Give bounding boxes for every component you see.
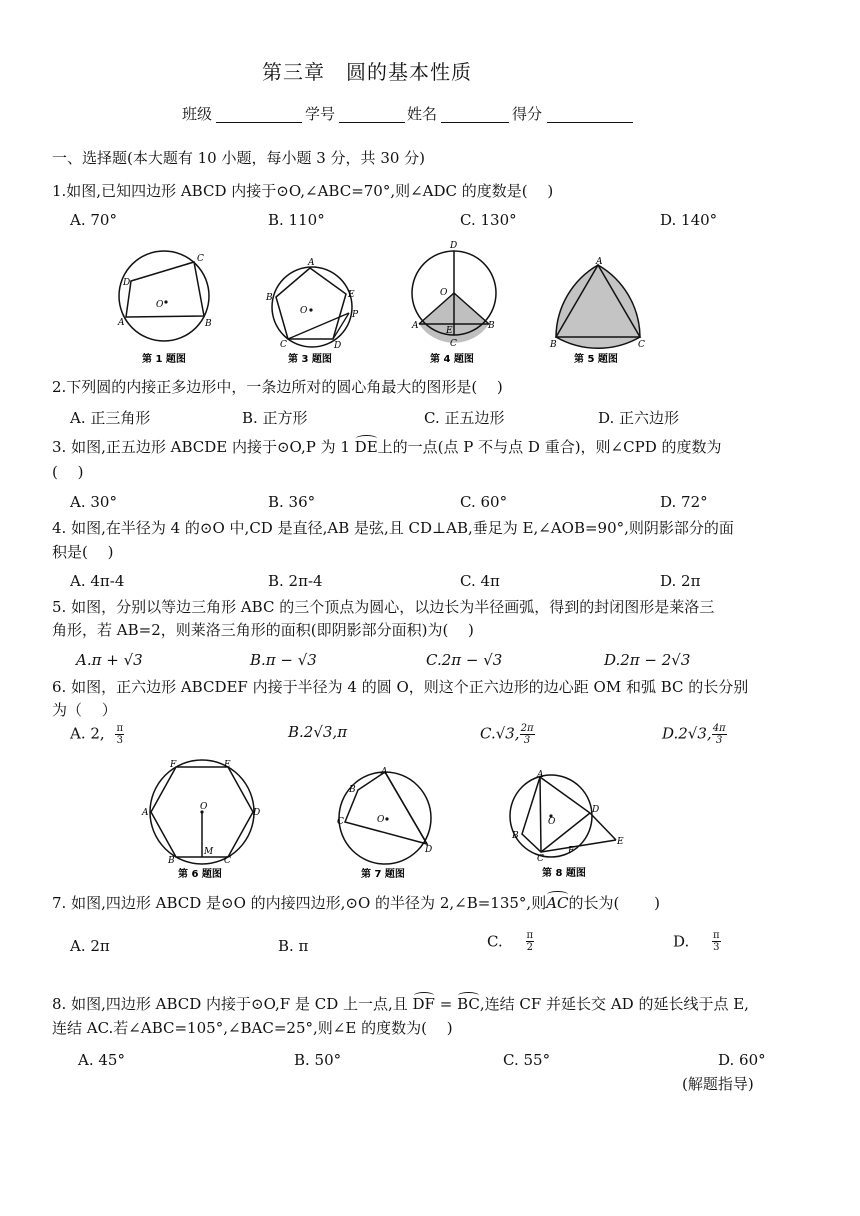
- figure-3-caption: 第 3 题图: [288, 354, 332, 365]
- question-5-stem: 5. 如图，分别以等边三角形 ABC 的三个顶点为圆心，以边长为半径画弧，得到的封闭图形是莱洛三: [52, 598, 715, 616]
- svg-text:E: E: [224, 760, 231, 770]
- figure-1-caption: 第 1 题图: [142, 354, 186, 365]
- q2-option-d[interactable]: D. 正六边形: [598, 409, 680, 427]
- class-field[interactable]: [216, 106, 302, 123]
- q7-option-c[interactable]: C. $\frac{\pi}{2}$: [487, 930, 534, 953]
- arc-de: DE: [354, 438, 378, 456]
- q1-option-a[interactable]: A. 70°: [70, 211, 117, 229]
- figure-8: [506, 768, 632, 881]
- svg-text:B: B: [550, 340, 557, 350]
- svg-text:A: A: [596, 257, 603, 267]
- label-d: D: [123, 278, 131, 288]
- q6-option-c[interactable]: C.√3, $\frac{2\pi}{3}$: [480, 723, 534, 746]
- question-8-stem-cont: 连结 AC.若∠ABC=105°,∠BAC=25°,则∠E 的度数为( ): [52, 1019, 453, 1037]
- figure-6: [140, 757, 265, 881]
- q2-option-a[interactable]: A. 正三角形: [70, 409, 151, 427]
- q8-option-a[interactable]: A. 45°: [78, 1051, 125, 1069]
- q5-option-b[interactable]: B.π − √3: [250, 651, 317, 669]
- svg-text:P: P: [352, 310, 359, 320]
- arc-bc: BC: [457, 995, 480, 1013]
- q6-option-a[interactable]: A. 2, $\frac{\pi}{3}$: [70, 723, 124, 746]
- q4-option-a[interactable]: A. 4π-4: [70, 572, 125, 590]
- q6-option-d[interactable]: D.2√3, $\frac{4\pi}{3}$: [662, 723, 726, 746]
- figure-5-caption: 第 5 题图: [574, 354, 618, 365]
- svg-text:D: D: [253, 808, 261, 818]
- question-6-stem: 6. 如图，正六边形 ABCDEF 内接于半径为 4 的圆 O，则这个正六边形的边心距 OM 和弧 BC 的长分别: [52, 678, 749, 696]
- svg-text:A: A: [308, 258, 315, 268]
- svg-text:D: D: [592, 805, 600, 815]
- q4-option-c[interactable]: C. 4π: [460, 572, 500, 590]
- svg-text:A: A: [537, 770, 544, 780]
- svg-text:C: C: [337, 817, 344, 827]
- svg-text:O: O: [440, 288, 448, 298]
- q1-option-d[interactable]: D. 140°: [660, 211, 718, 229]
- arc-df: DF: [412, 995, 435, 1013]
- q7-option-b[interactable]: B. π: [278, 937, 309, 955]
- score-field[interactable]: [547, 106, 633, 123]
- question-4-stem: 4. 如图,在半径为 4 的⊙O 中,CD 是直径,AB 是弦,且 CD⊥AB,垂足为 E,∠AOB=90°,则阴影部分的面: [52, 519, 734, 537]
- svg-text:F: F: [170, 760, 177, 770]
- question-3-stem: 3. 如图,正五边形 ABCDE 内接于⊙O,P 为 1 DE上的一点(点 P 不与点 D 重合)，则∠CPD 的度数为: [52, 438, 722, 456]
- name-field[interactable]: [441, 106, 509, 123]
- question-8-stem: 8. 如图,四边形 ABCD 内接于⊙O,F 是 CD 上一点,且 DF = BC,连结 CF 并延长交 AD 的延长线于点 E,: [52, 995, 749, 1013]
- svg-text:B: B: [168, 856, 175, 866]
- q8-option-b[interactable]: B. 50°: [294, 1051, 342, 1069]
- svg-text:E: E: [617, 837, 624, 847]
- q3-option-c[interactable]: C. 60°: [460, 493, 508, 511]
- arc-ac: AC: [546, 894, 569, 912]
- svg-text:B: B: [266, 293, 273, 303]
- hint-link[interactable]: (解题指导): [682, 1075, 754, 1093]
- question-1-stem: 1.如图,已知四边形 ABCD 内接于⊙O,∠ABC=70°,则∠ADC 的度数是( ): [52, 182, 554, 200]
- question-4-stem-cont: 积是( ): [52, 543, 114, 561]
- svg-text:C: C: [638, 340, 645, 350]
- figure-7: [333, 764, 443, 881]
- label-b: B: [205, 319, 212, 329]
- svg-text:A: A: [412, 321, 419, 331]
- svg-text:F: F: [568, 846, 575, 856]
- svg-text:B: B: [488, 321, 495, 331]
- score-label: 得分: [512, 105, 543, 123]
- svg-text:O: O: [300, 306, 308, 316]
- number-label: 学号: [305, 105, 336, 123]
- q7-option-d[interactable]: D. $\frac{\pi}{3}$: [673, 930, 720, 953]
- question-3-stem-cont: ( ): [52, 463, 84, 481]
- figure-5: [548, 255, 658, 367]
- svg-text:D: D: [334, 341, 342, 351]
- q4-option-d[interactable]: D. 2π: [660, 572, 701, 590]
- name-label: 姓名: [407, 105, 438, 123]
- svg-text:B: B: [512, 831, 519, 841]
- class-label: 班级: [182, 105, 213, 123]
- svg-text:A: A: [381, 767, 388, 777]
- q2-option-b[interactable]: B. 正方形: [242, 409, 308, 427]
- label-o: O: [156, 300, 164, 310]
- svg-text:E: E: [348, 290, 355, 300]
- label-c: C: [197, 254, 204, 264]
- section-heading: 一、选择题(本大题有 10 小题，每小题 3 分，共 30 分): [52, 149, 426, 167]
- label-a: A: [118, 318, 125, 328]
- question-2-stem: 2.下列圆的内接正多边形中，一条边所对的圆心角最大的图形是( ): [52, 378, 503, 396]
- q7-option-a[interactable]: A. 2π: [70, 937, 110, 955]
- page-title: 第三章 圆的基本性质: [262, 60, 472, 84]
- q5-option-d[interactable]: D.2π − 2√3: [604, 651, 691, 669]
- q5-option-c[interactable]: C.2π − √3: [426, 651, 503, 669]
- figure-4: [404, 238, 514, 367]
- q5-option-a[interactable]: A.π + √3: [76, 651, 143, 669]
- question-5-stem-cont: 角形，若 AB=2，则莱洛三角形的面积(即阴影部分面积)为( ): [52, 621, 474, 639]
- question-6-stem-cont: 为（ ）: [52, 701, 117, 719]
- figure-8-caption: 第 8 题图: [542, 868, 586, 879]
- question-7-stem: 7. 如图,四边形 ABCD 是⊙O 的内接四边形,⊙O 的半径为 2,∠B=135°,则AC的长为( ): [52, 894, 660, 912]
- svg-text:C: C: [224, 856, 231, 866]
- svg-text:O: O: [377, 815, 385, 825]
- q1-option-c[interactable]: C. 130°: [460, 211, 517, 229]
- figure-3: [262, 255, 370, 367]
- q8-option-d[interactable]: D. 60°: [718, 1051, 766, 1069]
- figure-1: [110, 245, 220, 367]
- svg-text:E: E: [446, 326, 453, 336]
- svg-text:O: O: [548, 817, 556, 827]
- figure-4-caption: 第 4 题图: [430, 354, 474, 365]
- svg-text:C: C: [537, 854, 544, 864]
- svg-text:O: O: [200, 802, 208, 812]
- q8-option-c[interactable]: C. 55°: [503, 1051, 551, 1069]
- number-field[interactable]: [339, 106, 405, 123]
- q3-option-a[interactable]: A. 30°: [70, 493, 117, 511]
- svg-text:C: C: [280, 340, 287, 350]
- svg-text:D: D: [450, 241, 458, 251]
- svg-text:B: B: [349, 785, 356, 795]
- q1-option-b[interactable]: B. 110°: [268, 211, 325, 229]
- q2-option-c[interactable]: C. 正五边形: [424, 409, 505, 427]
- svg-text:M: M: [204, 847, 214, 857]
- figure-6-caption: 第 6 题图: [178, 869, 222, 880]
- svg-text:A: A: [142, 808, 149, 818]
- q6-option-b[interactable]: B.2√3,π: [288, 723, 348, 741]
- svg-text:D: D: [425, 845, 433, 855]
- q3-option-d[interactable]: D. 72°: [660, 493, 708, 511]
- svg-text:C: C: [450, 339, 457, 349]
- q3-option-b[interactable]: B. 36°: [268, 493, 316, 511]
- q4-option-b[interactable]: B. 2π-4: [268, 572, 323, 590]
- figure-7-caption: 第 7 题图: [361, 869, 405, 880]
